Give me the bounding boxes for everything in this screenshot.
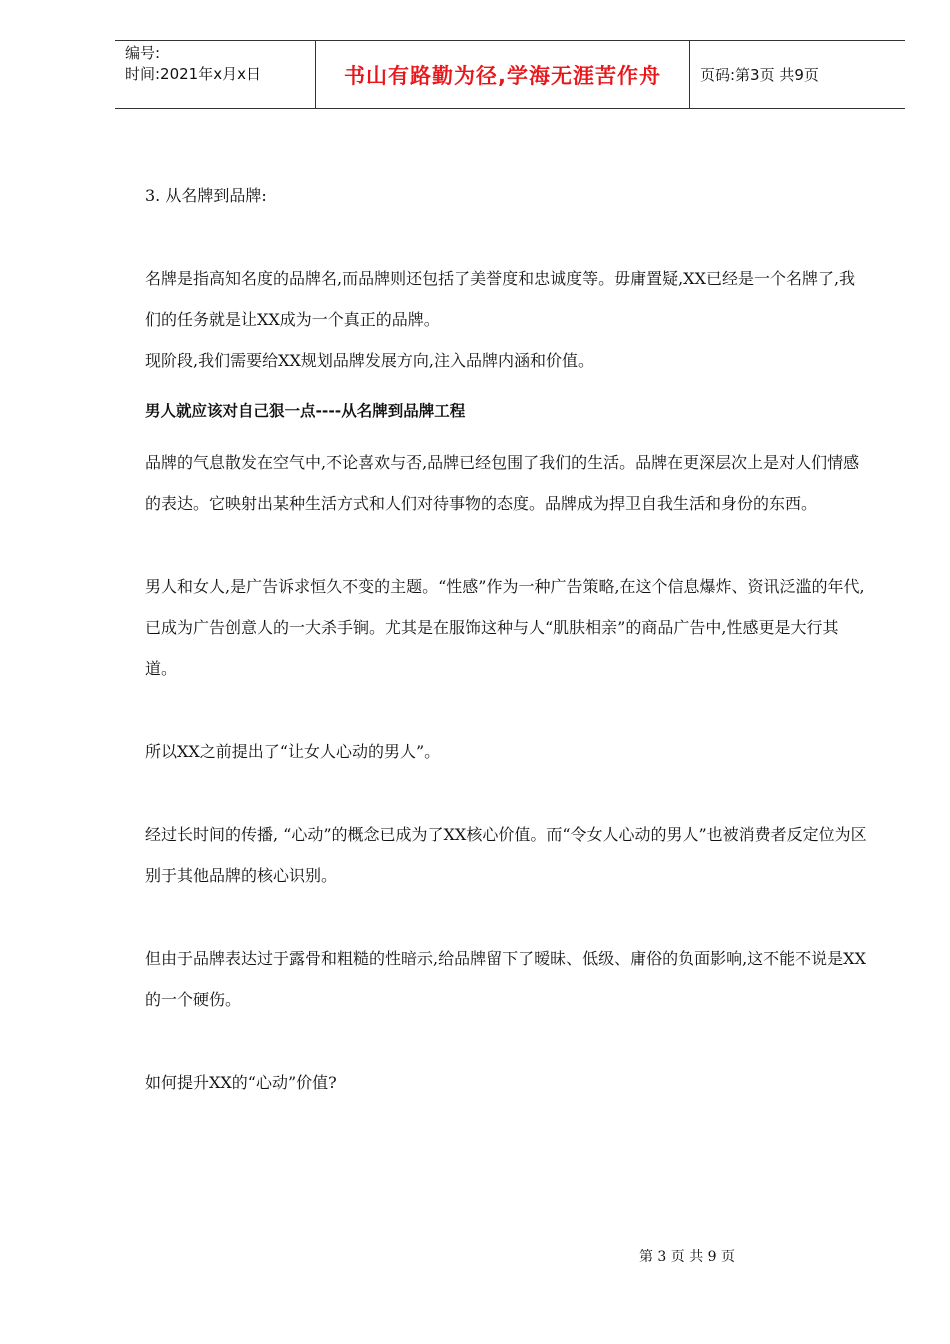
section-heading: 3. 从名牌到品牌: — [145, 186, 267, 205]
paragraph-2: 现阶段,我们需要给XX规划品牌发展方向,注入品牌内涵和价值。 — [145, 351, 594, 370]
bold-heading: 男人就应该对自己狠一点----从名牌到品牌工程 — [145, 402, 466, 420]
paragraph-3: 品牌的气息散发在空气中,不论喜欢与否,品牌已经包围了我们的生活。品牌在更深层次上是对人们情感的表达。它映射出某种生活方式和人们对待事物的态度。品牌成为捍卫自我生活和身份的东西。 — [145, 453, 860, 513]
paragraph-7: 但由于品牌表达过于露骨和粗糙的性暗示,给品牌留下了暧昧、低级、庸俗的负面影响,这不能不说是XX的一个硬伤。 — [145, 949, 866, 1009]
header-meta — [115, 41, 316, 108]
footer-page-number: 第 3 页 共 9 页 — [638, 1249, 736, 1265]
document-body — [145, 175, 870, 1103]
page-footer — [0, 1246, 950, 1266]
header-motto: 书山有路勤为径,学海无涯苦作舟 — [316, 41, 690, 108]
paragraph-4: 男人和女人,是广告诉求恒久不变的主题。“性感”作为一种广告策略,在这个信息爆炸、资讯泛滥的年代,已成为广告创意人的一大杀手锏。尤其是在服饰这种与人“肌肤相亲”的商品广告中,性感更是大行其道。 — [145, 577, 865, 678]
document-time-label: 时间:2021年x月x日 — [125, 65, 261, 83]
header-page-label: 页码:第3页 共9页 — [700, 66, 819, 84]
paragraph-1: 名牌是指高知名度的品牌名,而品牌则还包括了美誉度和忠诚度等。毋庸置疑,XX已经是一个名牌了,我们的任务就是让XX成为一个真正的品牌。 — [145, 269, 856, 329]
paragraph-6: 经过长时间的传播, “心动”的概念已成为了XX核心价值。而“令女人心动的男人”也被消费者反定位为区别于其他品牌的核心识别。 — [145, 825, 867, 885]
paragraph-5: 所以XX之前提出了“让女人心动的男人”。 — [145, 742, 441, 761]
document-number-label: 编号: — [125, 44, 161, 62]
paragraph-8: 如何提升XX的“心动”价值? — [145, 1073, 337, 1092]
page-header — [115, 40, 905, 109]
